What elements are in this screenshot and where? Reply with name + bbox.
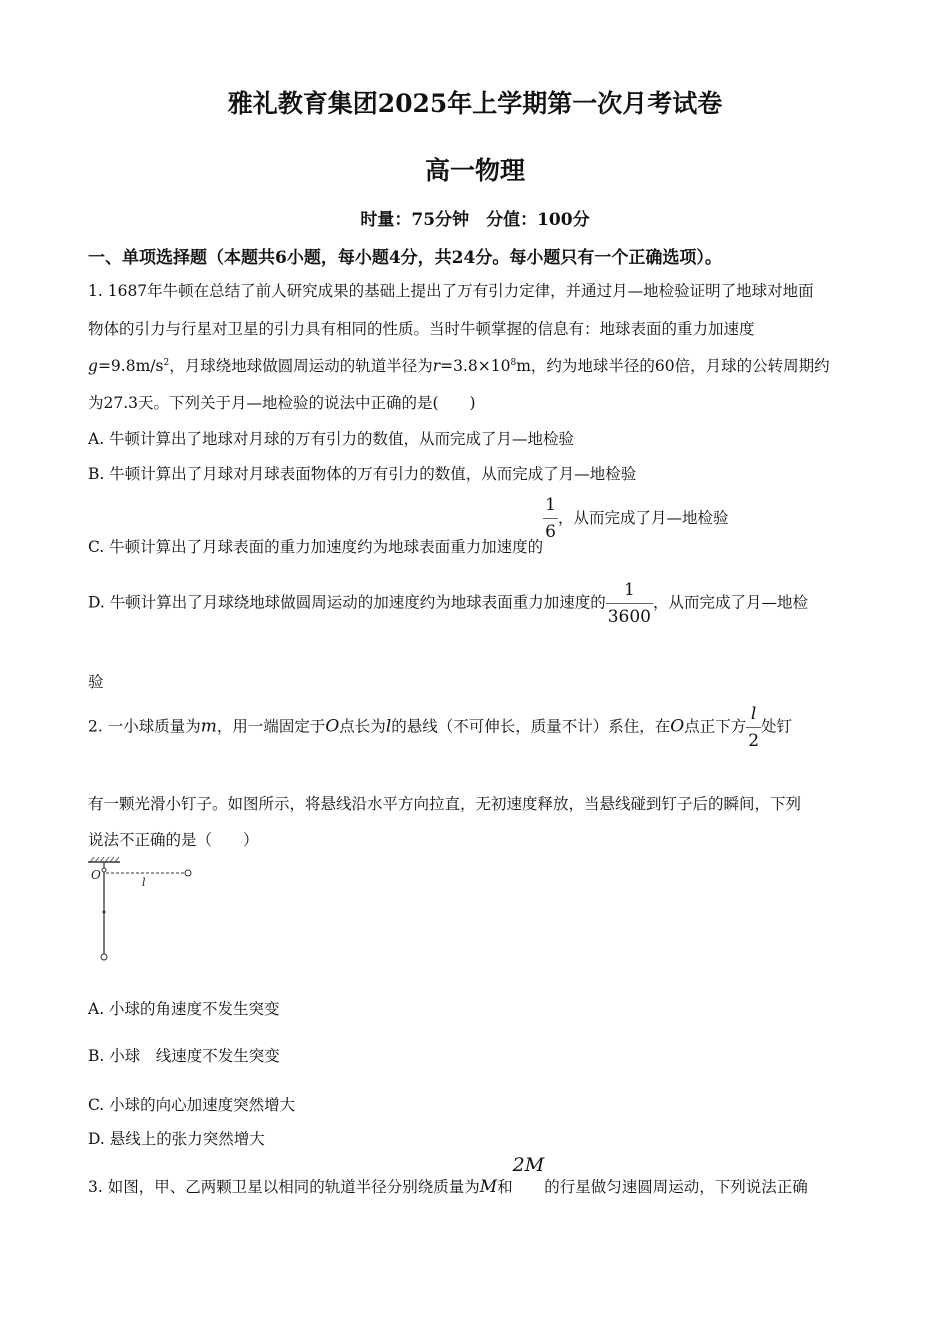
q2-line1 — [88, 703, 792, 752]
q1-r-value: =3.8×10 — [440, 357, 511, 375]
ball-start — [185, 870, 191, 876]
q1-option-b: B. 牛顿计算出了月球对月球表面物体的万有引力的数值，从而完成了月—地检验 — [88, 465, 637, 483]
q2-option-a: A. 小球的角速度不发生突变 — [88, 1000, 280, 1018]
q1-r-sup: 8 — [510, 357, 517, 368]
q2-O2-var: O — [670, 716, 685, 737]
q1-option-d-text-b: ，从而完成了月—地检 — [653, 593, 809, 612]
nail-point — [103, 911, 106, 914]
q3-text-c: 的行星做匀速圆周运动，下列说法正确 — [544, 1178, 808, 1196]
q1-g-sup: 2 — [163, 357, 170, 368]
q2-text-b: ，用一端固定于 — [216, 717, 326, 736]
q1-option-c — [88, 494, 729, 556]
q1-g-var: g — [88, 357, 98, 375]
fraction-numerator: l — [750, 704, 757, 724]
q2-line2: 有一颗光滑小钉子。如图所示，将悬线沿水平方向拉直，无初速度释放，当悬线碰到钉子后的瞬间，下列 — [88, 795, 802, 813]
q3-M-var: M — [479, 1177, 498, 1197]
q1-line3 — [88, 354, 830, 376]
q1-option-d-cont: 验 — [88, 673, 104, 691]
q2-text-f: 处钉 — [761, 717, 793, 736]
q2-text-e: 点正下方 — [684, 717, 747, 736]
q1-line3-f: m，约为地球半径的60倍，月球的公转周期约 — [516, 357, 830, 375]
q1-option-d-text-a: D. 牛顿计算出了月球绕地球做圆周运动的加速度约为地球表面重力加速度的 — [88, 593, 606, 612]
q1-option-c-text-a: C. 牛顿计算出了月球表面的重力加速度约为地球表面重力加速度的 — [88, 537, 544, 556]
q3-line1 — [88, 1154, 808, 1197]
q2-O-var: O — [325, 716, 340, 737]
q3-2M-var: 2M — [512, 1154, 545, 1176]
q2-option-c: C. 小球的向心加速度突然增大 — [88, 1096, 296, 1114]
exam-subject: 高一物理 — [424, 156, 525, 185]
q1-line3-c: ，月球绕地球做圆周运动的轨道半径为 — [169, 357, 433, 375]
fraction-numerator: 1 — [623, 580, 635, 600]
q2-text-a: 2. 一小球质量为 — [88, 717, 201, 736]
pivot-point — [102, 868, 106, 872]
q2-line3: 说法不正确的是（ ） — [88, 831, 259, 849]
q3-text-a: 3. 如图，甲、乙两颗卫星以相同的轨道半径分别绕质量为 — [88, 1178, 480, 1196]
exam-meta: 时量：75分钟 分值：100分 — [360, 210, 590, 230]
label-l: l — [142, 876, 146, 889]
q1-option-c-text-b: ，从而完成了月—地检验 — [558, 508, 729, 527]
pendulum-figure — [86, 854, 198, 966]
q1-line1: 1. 1687年牛顿在总结了前人研究成果的基础上提出了万有引力定律，并通过月—地检验证明了地球对地面 — [88, 282, 814, 300]
q2-text-d: 的悬线（不可伸长，质量不计）系住，在 — [391, 717, 671, 736]
q1-line2: 物体的引力与行星对卫星的引力具有相同的性质。当时牛顿掌握的信息有：地球表面的重力加速度 — [88, 320, 755, 338]
fraction-denominator: 6 — [545, 522, 556, 542]
q1-option-a: A. 牛顿计算出了地球对月球的万有引力的数值，从而完成了月—地检验 — [88, 430, 575, 448]
label-O: O — [91, 868, 101, 882]
q1-g-value: =9.8m/s — [97, 357, 164, 375]
fraction-numerator: 1 — [545, 495, 556, 515]
q2-text-c: 点长为 — [339, 717, 386, 736]
q1-line4: 为27.3天。下列关于月—地检验的说法中正确的是( ) — [88, 394, 476, 412]
q2-m-var: m — [200, 716, 217, 737]
q2-option-d: D. 悬线上的张力突然增大 — [88, 1130, 265, 1148]
exam-title: 雅礼教育集团2025年上学期第一次月考试卷 — [227, 89, 723, 118]
ball-end — [101, 954, 107, 960]
q1-option-d-fraction — [606, 579, 653, 628]
q2-fraction — [746, 703, 761, 752]
q1-r-var: r — [432, 357, 441, 375]
fraction-denominator: 3600 — [607, 607, 651, 627]
fraction-denominator: 2 — [748, 731, 760, 751]
q1-option-d — [88, 579, 808, 628]
section-heading: 一、单项选择题（本题共6小题，每小题4分，共24分。每小题只有一个正确选项）。 — [88, 248, 722, 268]
q2-l-var: l — [385, 716, 392, 737]
q2-option-b: B. 小球 线速度不发生突变 — [88, 1047, 280, 1065]
q1-option-c-fraction — [543, 494, 558, 543]
q3-text-b: 和 — [497, 1178, 513, 1196]
